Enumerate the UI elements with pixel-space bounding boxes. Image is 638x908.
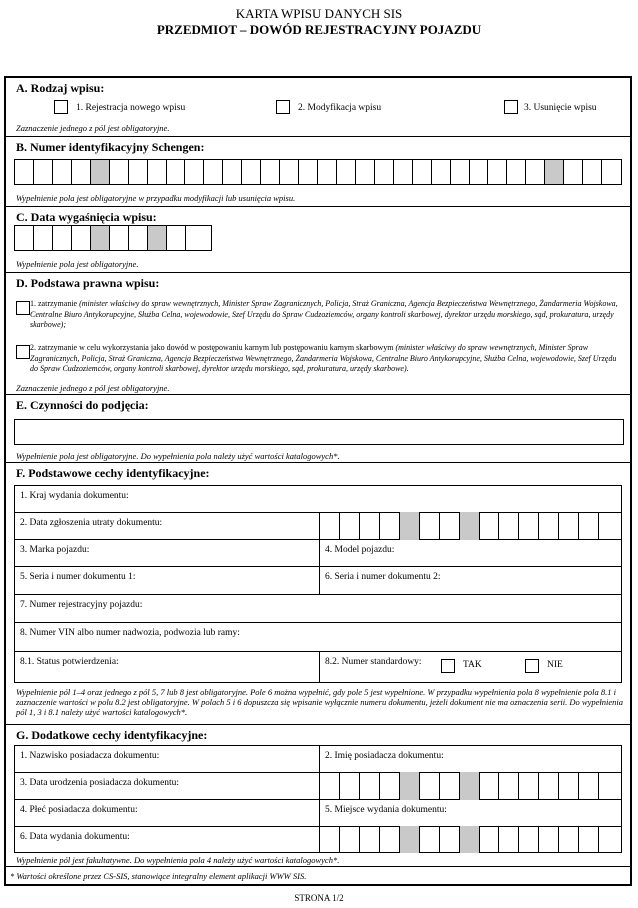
- label-new-entry: 1. Rejestracja nowego wpisu: [76, 103, 186, 113]
- label-surname: 1. Nazwisko posiadacza dokumentu:: [20, 751, 160, 761]
- row-doc-numbers: [15, 567, 621, 595]
- row-sex-place: [15, 800, 621, 827]
- section-f: [6, 462, 630, 724]
- section-c: [6, 206, 630, 272]
- section-d-title: D. Podstawa prawna wpisu:: [16, 276, 160, 290]
- section-d-note: Zaznaczenie jednego z pól jest obligatoryjne.: [16, 383, 170, 393]
- footnote-section: [6, 866, 630, 884]
- checkbox-modify-entry[interactable]: [276, 100, 290, 114]
- checkbox-yes[interactable]: [441, 659, 455, 673]
- section-e-note: Wypełnienie pola jest obligatoryjne. Do wypełnienia pola należy użyć wartości katalogowych*.: [16, 451, 340, 461]
- label-standard-number: 8.2. Numer standardowy:: [325, 657, 422, 667]
- field-registration-number[interactable]: [15, 595, 621, 623]
- loss-date-grid[interactable]: [319, 512, 621, 540]
- checkbox-delete-entry[interactable]: [504, 100, 518, 114]
- label-no: NIE: [547, 660, 563, 670]
- label-issuing-country: 1. Kraj wydania dokumentu:: [20, 491, 129, 501]
- label-loss-date: 2. Data zgłoszenia utraty dokumentu:: [20, 518, 163, 528]
- row-issue-date: [15, 827, 621, 853]
- row-status-standard: [15, 652, 621, 682]
- issue-date-grid[interactable]: [319, 826, 621, 853]
- section-e-title: E. Czynności do podjęcia:: [16, 398, 149, 412]
- label-first-name: 2. Imię posiadacza dokumentu:: [325, 751, 444, 761]
- label-yes: TAK: [463, 660, 482, 670]
- checkbox-seizure[interactable]: [16, 301, 30, 315]
- section-f-table: [14, 485, 622, 683]
- label-delete-entry: 3. Usunięcie wpisu: [524, 103, 597, 113]
- label-vehicle-make: 3. Marka pojazdu:: [20, 545, 90, 555]
- field-vin[interactable]: [15, 623, 621, 652]
- section-e: [6, 394, 630, 462]
- section-g-note: Wypełnienie pól jest fakultatywne. Do wypełnienia pola 4 należy użyć wartości katalogowych*.: [16, 855, 340, 865]
- expiry-date-grid[interactable]: [14, 225, 212, 251]
- section-b-note: Wypełnienie pola jest obligatoryjne w przypadku modyfikacji lub usunięcia wpisu.: [16, 193, 296, 203]
- legal-basis-option-1: 1. zatrzymanie (minister właściwy do spraw wewnętrznych, Minister Spraw Zagranicznych, Policja, Straż Graniczna, Agencja Bezpieczeństwa Wewnętrznego, Żandarmeria Wojskowa, Centralne Biuro Antykorupcyjne, Służba Celna, wojewodowie, Szef Urzędu do Spraw Cudzoziemców, organy kontroli skarbowej, dyrektor urzędu morskiego, sąd, prokuratura, urzędy skarbowe);: [30, 299, 618, 329]
- checkbox-new-entry[interactable]: [54, 100, 68, 114]
- footnote: * Wartości określone przez CS-SIS, stanowiące integralny element aplikacji WWW SIS.: [10, 871, 307, 881]
- section-a-title: A. Rodzaj wpisu:: [16, 81, 105, 95]
- row-birth-date: [15, 773, 621, 800]
- section-b: [6, 136, 630, 206]
- label-vehicle-model: 4. Model pojazdu:: [325, 545, 395, 555]
- section-c-title: C. Data wygaśnięcia wpisu:: [16, 210, 157, 224]
- form-title: KARTA WPISU DANYCH SIS: [235, 6, 403, 21]
- section-a: [6, 78, 630, 136]
- birth-date-grid[interactable]: [319, 772, 621, 800]
- actions-field[interactable]: [14, 419, 624, 445]
- label-confirmation-status: 8.1. Status potwierdzenia:: [20, 657, 119, 667]
- section-g-table: [14, 745, 622, 853]
- field-loss-date: [15, 513, 621, 540]
- form-frame: [4, 76, 632, 886]
- section-c-note: Wypełnienie pola jest obligatoryjne.: [16, 259, 139, 269]
- section-a-note: Zaznaczenie jednego z pól jest obligatoryjne.: [16, 123, 170, 133]
- row-make-model: [15, 540, 621, 567]
- label-modify-entry: 2. Modyfikacja wpisu: [298, 103, 382, 113]
- page-number: STRONA 1/2: [294, 893, 344, 903]
- label-issue-place: 5. Miejsce wydania dokumentu:: [325, 805, 447, 815]
- label-issue-date: 6. Data wydania dokumentu:: [20, 832, 130, 842]
- schengen-id-grid[interactable]: [14, 159, 622, 185]
- label-sex: 4. Płeć posiadacza dokumentu:: [20, 805, 138, 815]
- label-doc-number-1: 5. Seria i numer dokumentu 1:: [20, 572, 136, 582]
- legal-basis-option-2: 2. zatrzymanie w celu wykorzystania jako dowód w postępowaniu karnym lub postępowaniu karnym skarbowym (minister właściwy do spraw wewnętrznych, Minister Spraw Zagranicznych, Policja, Straż Graniczna, Agencja Bezpieczeństwa Wewnętrznego, Żandarmeria Wojskowa, Centralne Biuro Antykorupcyjne, Służba Celna, wojewodowie, Szef Urzędu do Spraw Cudzoziemców, organy kontroli skarbowej, dyrektor urzędu morskiego, sąd, prokuratura, urzędy skarbowe).: [30, 343, 617, 373]
- label-birth-date: 3. Data urodzenia posiadacza dokumentu:: [20, 778, 180, 788]
- form-subtitle: PRZEDMIOT – DOWÓD REJESTRACYJNY POJAZDU: [156, 22, 482, 37]
- row-name: [15, 746, 621, 773]
- section-g: [6, 724, 630, 866]
- section-g-title: G. Dodatkowe cechy identyfikacyjne:: [16, 728, 208, 742]
- label-vin: 8. Numer VIN albo numer nadwozia, podwozia lub ramy:: [20, 628, 240, 638]
- section-f-title: F. Podstawowe cechy identyfikacyjne:: [16, 466, 210, 480]
- label-doc-number-2: 6. Seria i numer dokumentu 2:: [325, 572, 441, 582]
- section-d: [6, 272, 630, 394]
- checkbox-evidence-seizure[interactable]: [16, 345, 30, 359]
- section-b-title: B. Numer identyfikacyjny Schengen:: [16, 140, 205, 154]
- field-issuing-country[interactable]: [15, 486, 621, 513]
- section-f-note: Wypełnienie pól 1–4 oraz jednego z pól 5, 7 lub 8 jest obligatoryjne. Pole 6 można wypełnić, gdy pole 5 jest wypełnione. W przypadku wypełnienia pola 8 wypełnienie pola 8.1 i zaznaczenie wartości w polu 8.2 jest obligatoryjne. W polach 5 i 6 dopuszcza się wpisanie wyłącznie numeru dokumentu, jeżeli dokument nie ma oznaczenia serii. Do wypełnienia pól 1, 3 i 8.1 należy użyć wartości katalogowych*.: [16, 687, 623, 717]
- checkbox-no[interactable]: [525, 659, 539, 673]
- label-registration-number: 7. Numer rejestracyjny pojazdu:: [20, 600, 143, 610]
